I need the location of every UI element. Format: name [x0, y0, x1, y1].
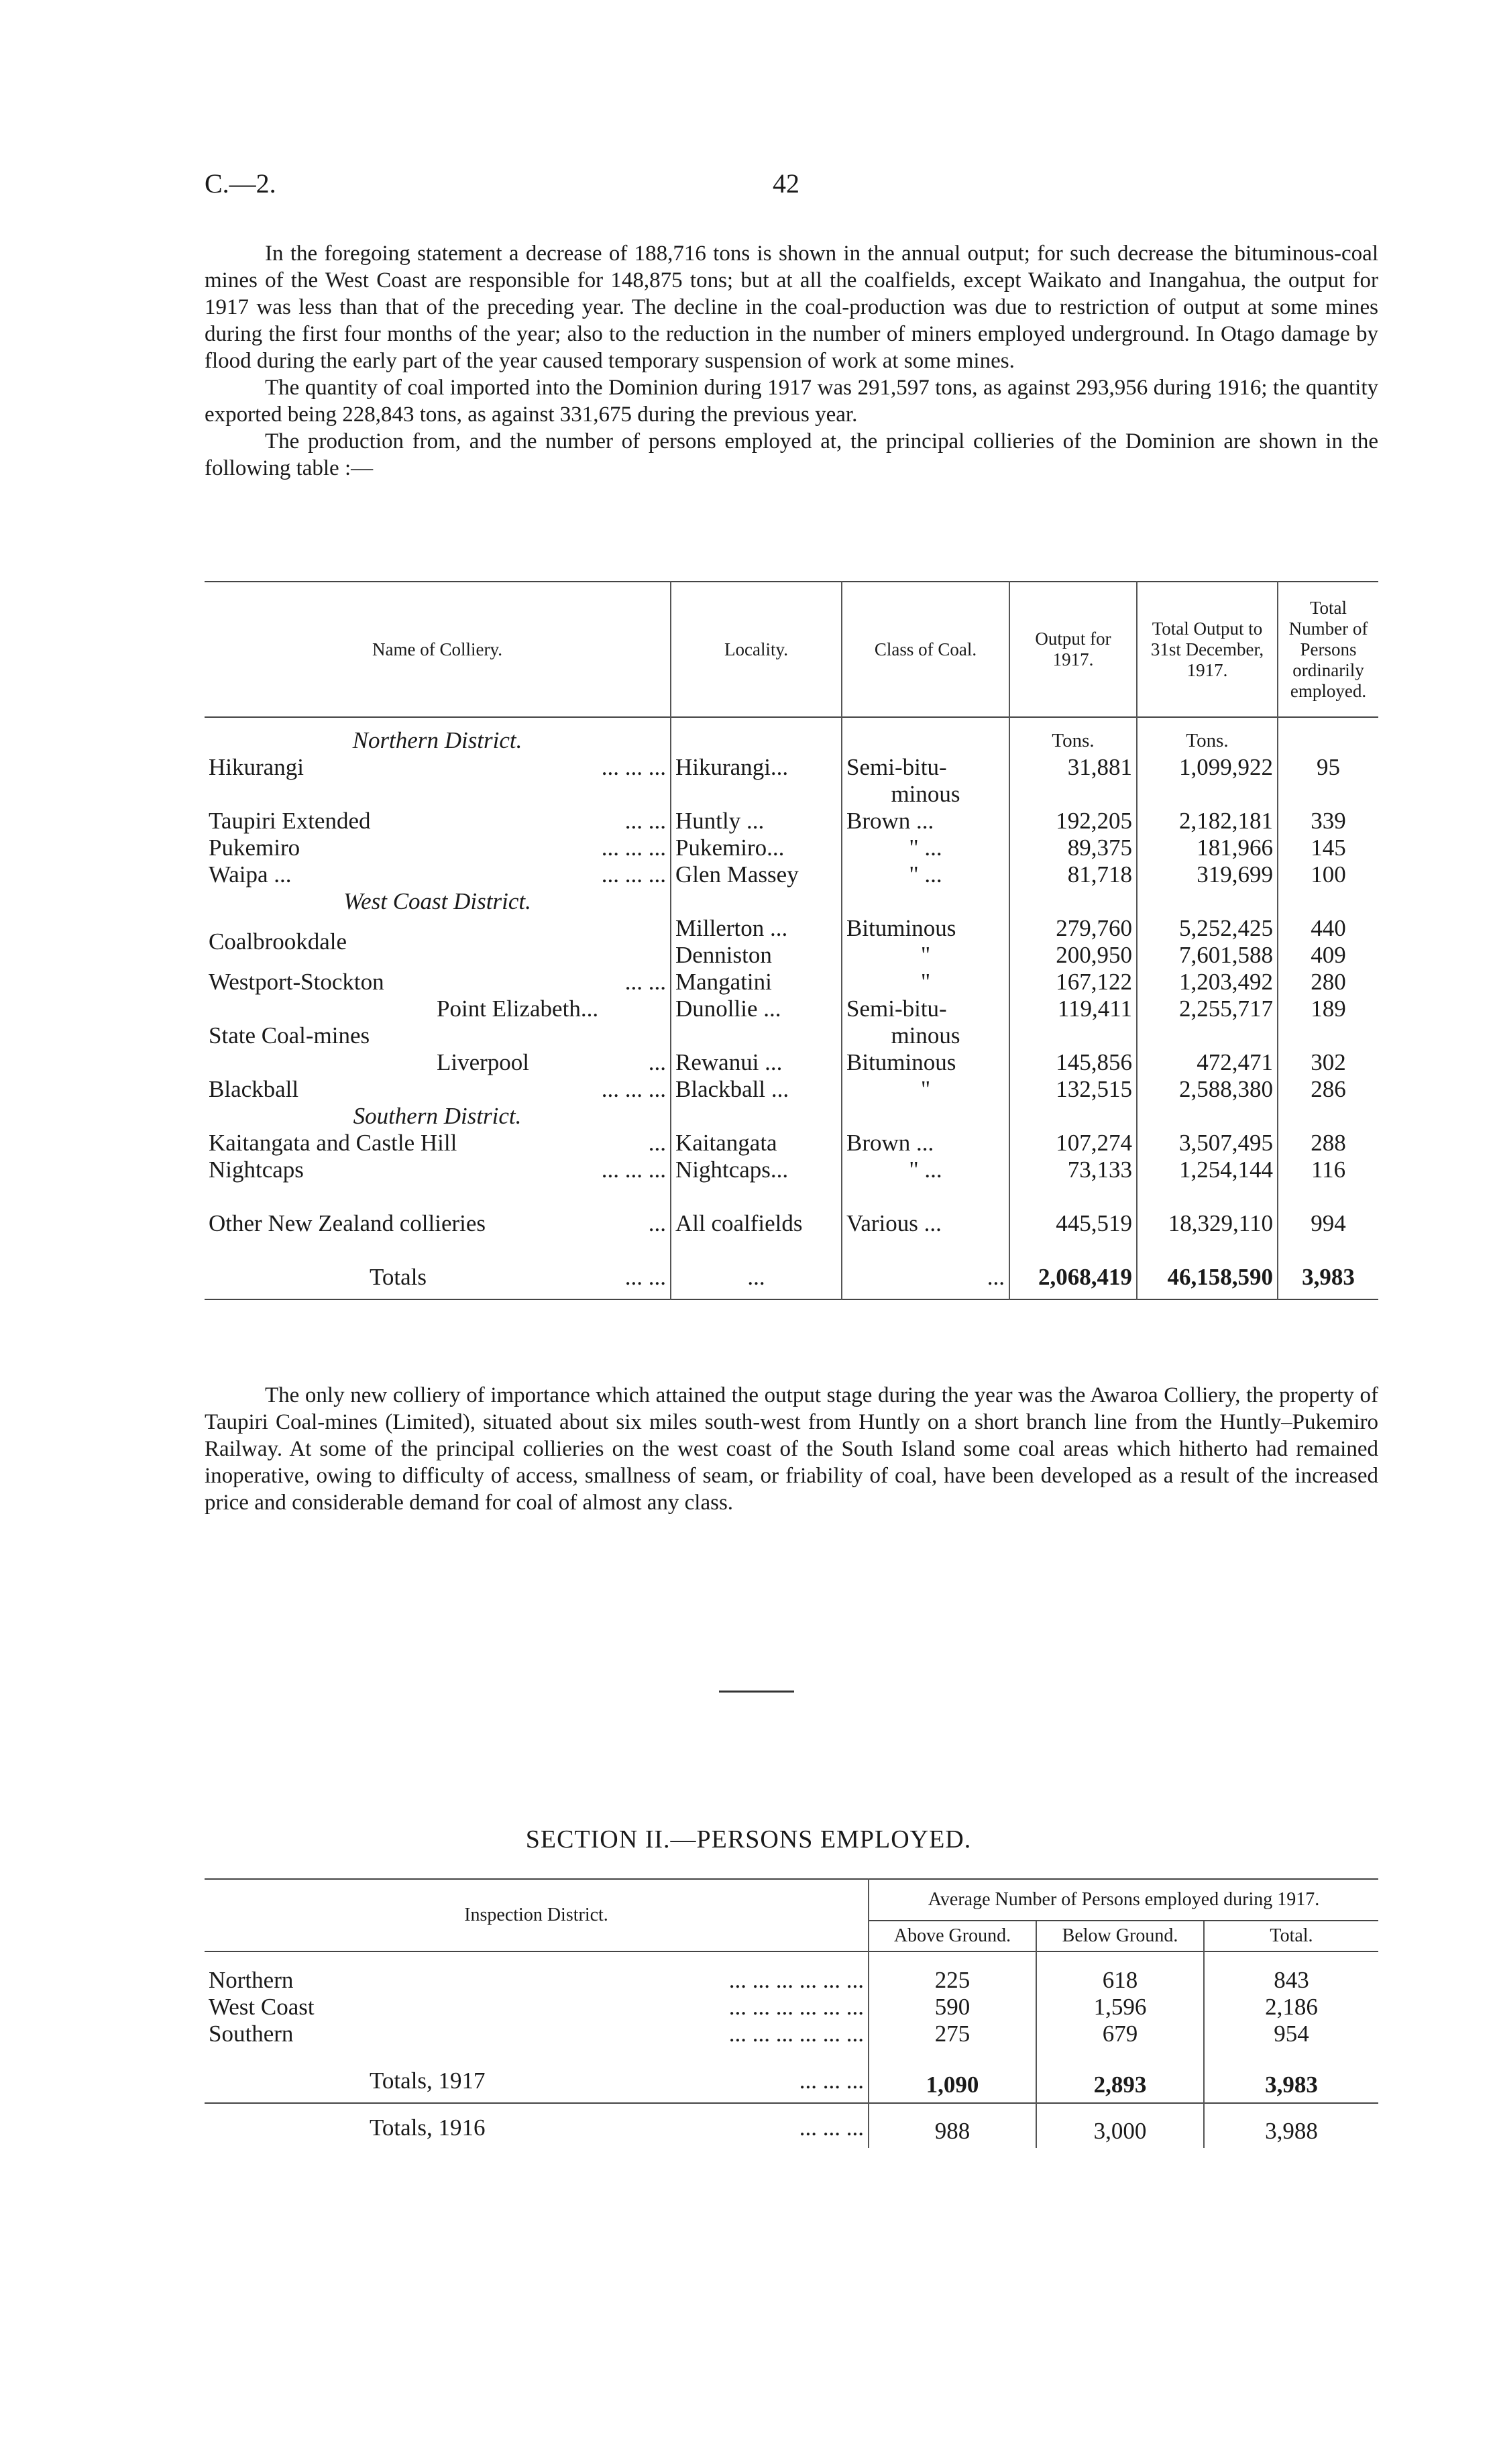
persons-value: 145: [1311, 835, 1346, 861]
colliery-name: State Coal-mines: [205, 1022, 671, 1049]
total-output-value: 2,255,717: [1137, 996, 1278, 1022]
totals-class-blank: ...: [842, 1237, 1009, 1299]
section-divider: [719, 1691, 794, 1693]
table-row: [205, 1076, 1378, 1103]
totals-1917-row: [205, 2047, 1378, 2103]
totals-1917-total: 3,983: [1265, 2072, 1318, 2098]
document-reference: C.—2.: [205, 168, 276, 199]
output-value: 81,718: [1009, 861, 1137, 888]
totals-1916-label: Totals, 1916 ... ... ...: [205, 2103, 869, 2148]
district-name: Southern ... ... ... ... ... ...: [205, 2021, 869, 2047]
totals-row: [205, 1237, 1378, 1299]
table-row: [205, 1049, 1378, 1076]
paragraph-new-colliery: The only new colliery of importance which attained the output stage during the year was the Awaroa Colliery, the property of Taupiri Coal-mines (Limited), situated about six miles south-west from Huntly on a short branch line from the Huntly–Pukemiro Railway. At some of the principal collieries on the west coast of the South Island some coal areas which hitherto had remained inoperative, owing to difficulty of access, smallness of seam, or friability of coal, have been developed as a result of the increased price and considerable demand for coal of almost any class.: [205, 1383, 1378, 1515]
persons-value: 116: [1311, 1157, 1346, 1183]
persons-header-row: [205, 1879, 1378, 1921]
totals-1917-below: 2,893: [1036, 2047, 1204, 2103]
district-name: Northern ... ... ... ... ... ...: [205, 1951, 869, 1994]
persons-value: 286: [1311, 1076, 1346, 1102]
section-title: SECTION II.—PERSONS EMPLOYED.: [525, 1825, 972, 1854]
paragraph-output-decrease: In the foregoing statement a decrease of 188,716 tons is shown in the annual output; for such decrease the bituminous-coal mines of the West Coast are responsible for 148,875 tons; but at all the coalfields, except Waikato and Inangahua, the output for 1917 was less than that of the preceding year. The decline in the coal-production was due to restriction of output at some mines during the first four months of the year; also to the reduction in the number of miners employed underground. In Otago damage by flood during the early part of the year caused temporary suspension of work at some mines.: [205, 242, 1378, 373]
total-output-value: 3,507,495: [1137, 1130, 1278, 1157]
colliery-name: Coalbrookdale: [205, 915, 671, 969]
above-ground-value: 590: [869, 1994, 1036, 2021]
persons-value: 302: [1311, 1049, 1346, 1075]
collieries-table: [205, 581, 1378, 1300]
persons-value: 339: [1311, 808, 1346, 834]
total-value: 843: [1274, 1967, 1309, 1993]
persons-employed-table: [205, 1878, 1378, 2148]
below-ground-value: 618: [1036, 1951, 1204, 1994]
colliery-name: Westport-Stockton ... ...: [205, 969, 671, 996]
colliery-name: Nightcaps ... ... ...: [205, 1157, 671, 1183]
table-row: [205, 808, 1378, 835]
paragraph-imports-exports: The quantity of coal imported into the Dominion during 1917 was 291,597 tons, as against 293,956 during 1916; the quantity exported being 228,843 tons, as against 331,675 during the previous year.: [205, 376, 1378, 427]
total-output-value: 1,254,144: [1137, 1157, 1278, 1183]
colliery-name: Pukemiro ... ... ...: [205, 835, 671, 861]
table-row: [205, 1951, 1378, 1994]
totals-1916-above: 988: [869, 2103, 1036, 2148]
above-ground-value: 225: [869, 1951, 1036, 1994]
totals-1916-below: 3,000: [1036, 2103, 1204, 2148]
coal-class: " ...: [842, 1157, 1009, 1183]
header-total-output: Total Output to 31st December, 1917.: [1137, 582, 1278, 717]
totals-label: Totals ... ...: [205, 1237, 671, 1299]
table-row: [205, 1157, 1378, 1183]
total-output-value: 472,471: [1137, 1049, 1278, 1076]
awaroa-paragraph: [205, 1382, 1378, 1516]
persons-value: 288: [1311, 1130, 1346, 1156]
table-row: [205, 1130, 1378, 1157]
total-output-value: 2,182,181: [1137, 808, 1278, 835]
totals-1917-label: Totals, 1917 ... ... ...: [205, 2047, 869, 2103]
colliery-name: Waipa ... ... ... ...: [205, 861, 671, 888]
coal-class: Semi-bitu-: [842, 996, 1009, 1022]
persons-value: 409: [1311, 942, 1346, 968]
page-number: 42: [773, 168, 799, 199]
totals-locality-blank: ...: [671, 1237, 842, 1299]
header-output-1917: Output for 1917.: [1009, 582, 1137, 717]
header-above-ground: Above Ground.: [869, 1921, 1036, 1951]
header-below-ground: Below Ground.: [1036, 1921, 1204, 1951]
output-value: 279,760: [1009, 915, 1137, 942]
locality: Pukemiro...: [671, 835, 842, 861]
total-value: 2,186: [1265, 1994, 1318, 2020]
table-row: [205, 781, 1378, 808]
table-row: [205, 1994, 1378, 2021]
locality: Nightcaps...: [671, 1157, 842, 1183]
table-row: [205, 996, 1378, 1022]
totals-total-output: 46,158,590: [1137, 1237, 1278, 1299]
district-row-west-coast: [205, 888, 1378, 915]
header-class-of-coal: Class of Coal.: [842, 582, 1009, 717]
coal-class: ": [842, 969, 1009, 996]
output-value: 107,274: [1009, 1130, 1137, 1157]
colliery-name: Other New Zealand collieries ...: [205, 1183, 671, 1237]
colliery-name: Taupiri Extended ... ...: [205, 808, 671, 835]
persons-value: 100: [1311, 861, 1346, 888]
locality: Denniston: [671, 942, 842, 969]
total-output-value: 18,329,110: [1137, 1183, 1278, 1237]
paragraph-table-intro: The production from, and the number of persons employed at, the principal collieries of the Dominion are shown in the following table :—: [205, 429, 1378, 480]
header-inspection-district: Inspection District.: [205, 1879, 869, 1951]
table-row: [205, 915, 1378, 942]
totals-1917-above: 1,090: [869, 2047, 1036, 2103]
above-ground-value: 275: [869, 2021, 1036, 2047]
table-row: [205, 754, 1378, 781]
total-output-value: 7,601,588: [1137, 942, 1278, 969]
coal-class: Brown ...: [842, 808, 1009, 835]
colliery-name: Blackball ... ... ...: [205, 1076, 671, 1103]
header-average-persons: Average Number of Persons employed during 1917.: [869, 1879, 1378, 1921]
totals-persons: 3,983: [1302, 1264, 1355, 1290]
coal-class-continued: minous: [842, 1022, 1009, 1049]
district-row-northern: [205, 717, 1378, 754]
locality: Mangatini: [671, 969, 842, 996]
district-label: Southern District.: [205, 1103, 671, 1130]
coal-class: ": [842, 1076, 1009, 1103]
table-row: [205, 969, 1378, 996]
coal-class: Bituminous: [842, 915, 1009, 942]
output-value: 119,411: [1009, 996, 1137, 1022]
total-output-value: 5,252,425: [1137, 915, 1278, 942]
intro-text: [205, 240, 1378, 482]
district-label: West Coast District.: [205, 888, 671, 915]
district-row-southern: [205, 1103, 1378, 1130]
persons-value: 994: [1311, 1210, 1346, 1236]
output-value: 200,950: [1009, 942, 1137, 969]
colliery-name: Hikurangi ... ... ...: [205, 754, 671, 781]
header-locality: Locality.: [671, 582, 842, 717]
table-row: [205, 835, 1378, 861]
header-colliery-name: Name of Colliery.: [205, 582, 671, 717]
output-value: 445,519: [1009, 1183, 1137, 1237]
output-value: 145,856: [1009, 1049, 1137, 1076]
output-value: 192,205: [1009, 808, 1137, 835]
district-name: West Coast ... ... ... ... ... ...: [205, 1994, 869, 2021]
unit-tons: Tons.: [1137, 717, 1278, 754]
table-row: [205, 2021, 1378, 2047]
unit-tons: Tons.: [1009, 717, 1137, 754]
persons-value: 280: [1311, 969, 1346, 995]
colliery-sub-name: Liverpool ...: [205, 1049, 671, 1076]
table-row: [205, 1022, 1378, 1049]
locality: Huntly ...: [671, 808, 842, 835]
colliery-name: Kaitangata and Castle Hill ...: [205, 1130, 671, 1157]
total-output-value: 181,966: [1137, 835, 1278, 861]
header-total: Total.: [1270, 1925, 1313, 1946]
locality: Millerton ...: [671, 915, 842, 942]
locality: Blackball ...: [671, 1076, 842, 1103]
coal-class: " ...: [842, 861, 1009, 888]
below-ground-value: 679: [1036, 2021, 1204, 2047]
coal-class-continued: minous: [842, 781, 1009, 808]
locality: All coalfields: [671, 1183, 842, 1237]
coal-class: Bituminous: [842, 1049, 1009, 1076]
colliery-sub-name: Point Elizabeth...: [205, 996, 671, 1022]
table-row: [205, 1183, 1378, 1237]
output-value: 132,515: [1009, 1076, 1137, 1103]
header-persons-employed: Total Number of Persons ordinarily employed.: [1288, 597, 1368, 701]
locality: Dunollie ...: [671, 996, 842, 1022]
below-ground-value: 1,596: [1036, 1994, 1204, 2021]
locality: Rewanui ...: [671, 1049, 842, 1076]
total-output-value: 1,099,922: [1137, 754, 1278, 781]
output-value: 167,122: [1009, 969, 1137, 996]
persons-value: 440: [1311, 915, 1346, 941]
district-label: Northern District.: [205, 717, 671, 754]
coal-class: Various ...: [842, 1183, 1009, 1237]
locality: Hikurangi...: [671, 754, 842, 781]
coal-class: Semi-bitu-: [842, 754, 1009, 781]
persons-value: 189: [1311, 996, 1346, 1022]
total-value: 954: [1274, 2021, 1309, 2047]
coal-class: Brown ...: [842, 1130, 1009, 1157]
coal-class: ": [842, 942, 1009, 969]
totals-1916-total: 3,988: [1265, 2118, 1318, 2144]
total-output-value: 1,203,492: [1137, 969, 1278, 996]
totals-output: 2,068,419: [1009, 1237, 1137, 1299]
locality: Kaitangata: [671, 1130, 842, 1157]
collieries-header-row: [205, 582, 1378, 717]
totals-1916-row: [205, 2103, 1378, 2148]
locality: Glen Massey: [671, 861, 842, 888]
output-value: 31,881: [1009, 754, 1137, 781]
persons-value: 95: [1317, 754, 1340, 780]
total-output-value: 2,588,380: [1137, 1076, 1278, 1103]
table-row: [205, 861, 1378, 888]
coal-class: " ...: [842, 835, 1009, 861]
output-value: 73,133: [1009, 1157, 1137, 1183]
total-output-value: 319,699: [1137, 861, 1278, 888]
output-value: 89,375: [1009, 835, 1137, 861]
